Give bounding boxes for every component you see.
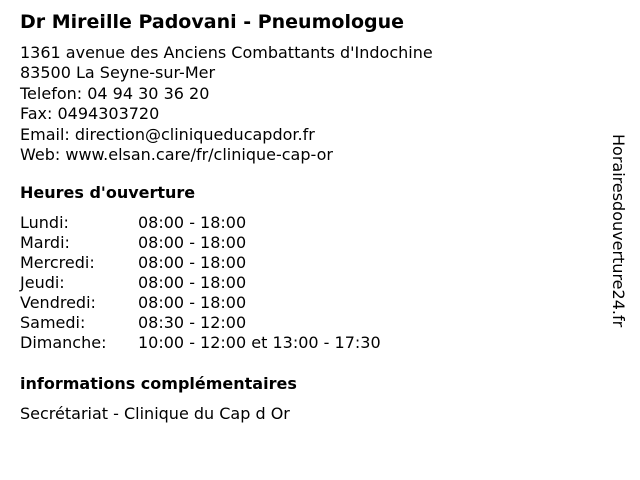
day-label: Lundi: <box>20 213 69 232</box>
hours-row-thursday <box>20 273 440 293</box>
additional-info-text: Secrétariat - Clinique du Cap d Or <box>20 404 290 423</box>
hours-row-tuesday <box>20 233 440 253</box>
time-range: 08:00 - 18:00 <box>138 293 247 312</box>
time-range: 08:00 - 18:00 <box>138 273 247 292</box>
additional-info-heading: informations complémentaires <box>20 374 297 393</box>
hours-row-sunday <box>20 333 440 353</box>
phone-number: Telefon: 04 94 30 36 20 <box>20 83 210 103</box>
hours-row-wednesday <box>20 253 440 273</box>
site-watermark: Horairesdouverture24.fr <box>609 134 628 328</box>
day-label: Vendredi: <box>20 293 96 312</box>
fax-number: Fax: 0494303720 <box>20 104 160 124</box>
address-line-1: 1361 avenue des Anciens Combattants d'Indochine <box>20 43 433 62</box>
address-line-2: 83500 La Seyne-sur-Mer <box>20 63 216 83</box>
opening-hours-table <box>20 213 440 353</box>
day-label: Dimanche: <box>20 333 107 352</box>
website: Web: www.elsan.care/fr/clinique-cap-or <box>20 144 333 164</box>
time-range: 08:00 - 18:00 <box>138 233 247 252</box>
email-address: Email: direction@cliniqueducapdor.fr <box>20 124 315 144</box>
time-range: 10:00 - 12:00 et 13:00 - 17:30 <box>138 333 381 352</box>
hours-row-friday <box>20 293 440 313</box>
watermark-container <box>602 134 640 344</box>
time-range: 08:30 - 12:00 <box>138 313 247 332</box>
day-label: Mardi: <box>20 233 70 252</box>
day-label: Jeudi: <box>20 273 65 292</box>
day-label: Mercredi: <box>20 253 95 272</box>
contact-block <box>20 43 433 165</box>
hours-row-monday <box>20 213 440 233</box>
time-range: 08:00 - 18:00 <box>138 213 247 232</box>
page-title: Dr Mireille Padovani - Pneumologue <box>20 11 405 33</box>
hours-row-saturday <box>20 313 440 333</box>
opening-hours-heading: Heures d'ouverture <box>20 183 196 202</box>
day-label: Samedi: <box>20 313 86 332</box>
time-range: 08:00 - 18:00 <box>138 253 247 272</box>
